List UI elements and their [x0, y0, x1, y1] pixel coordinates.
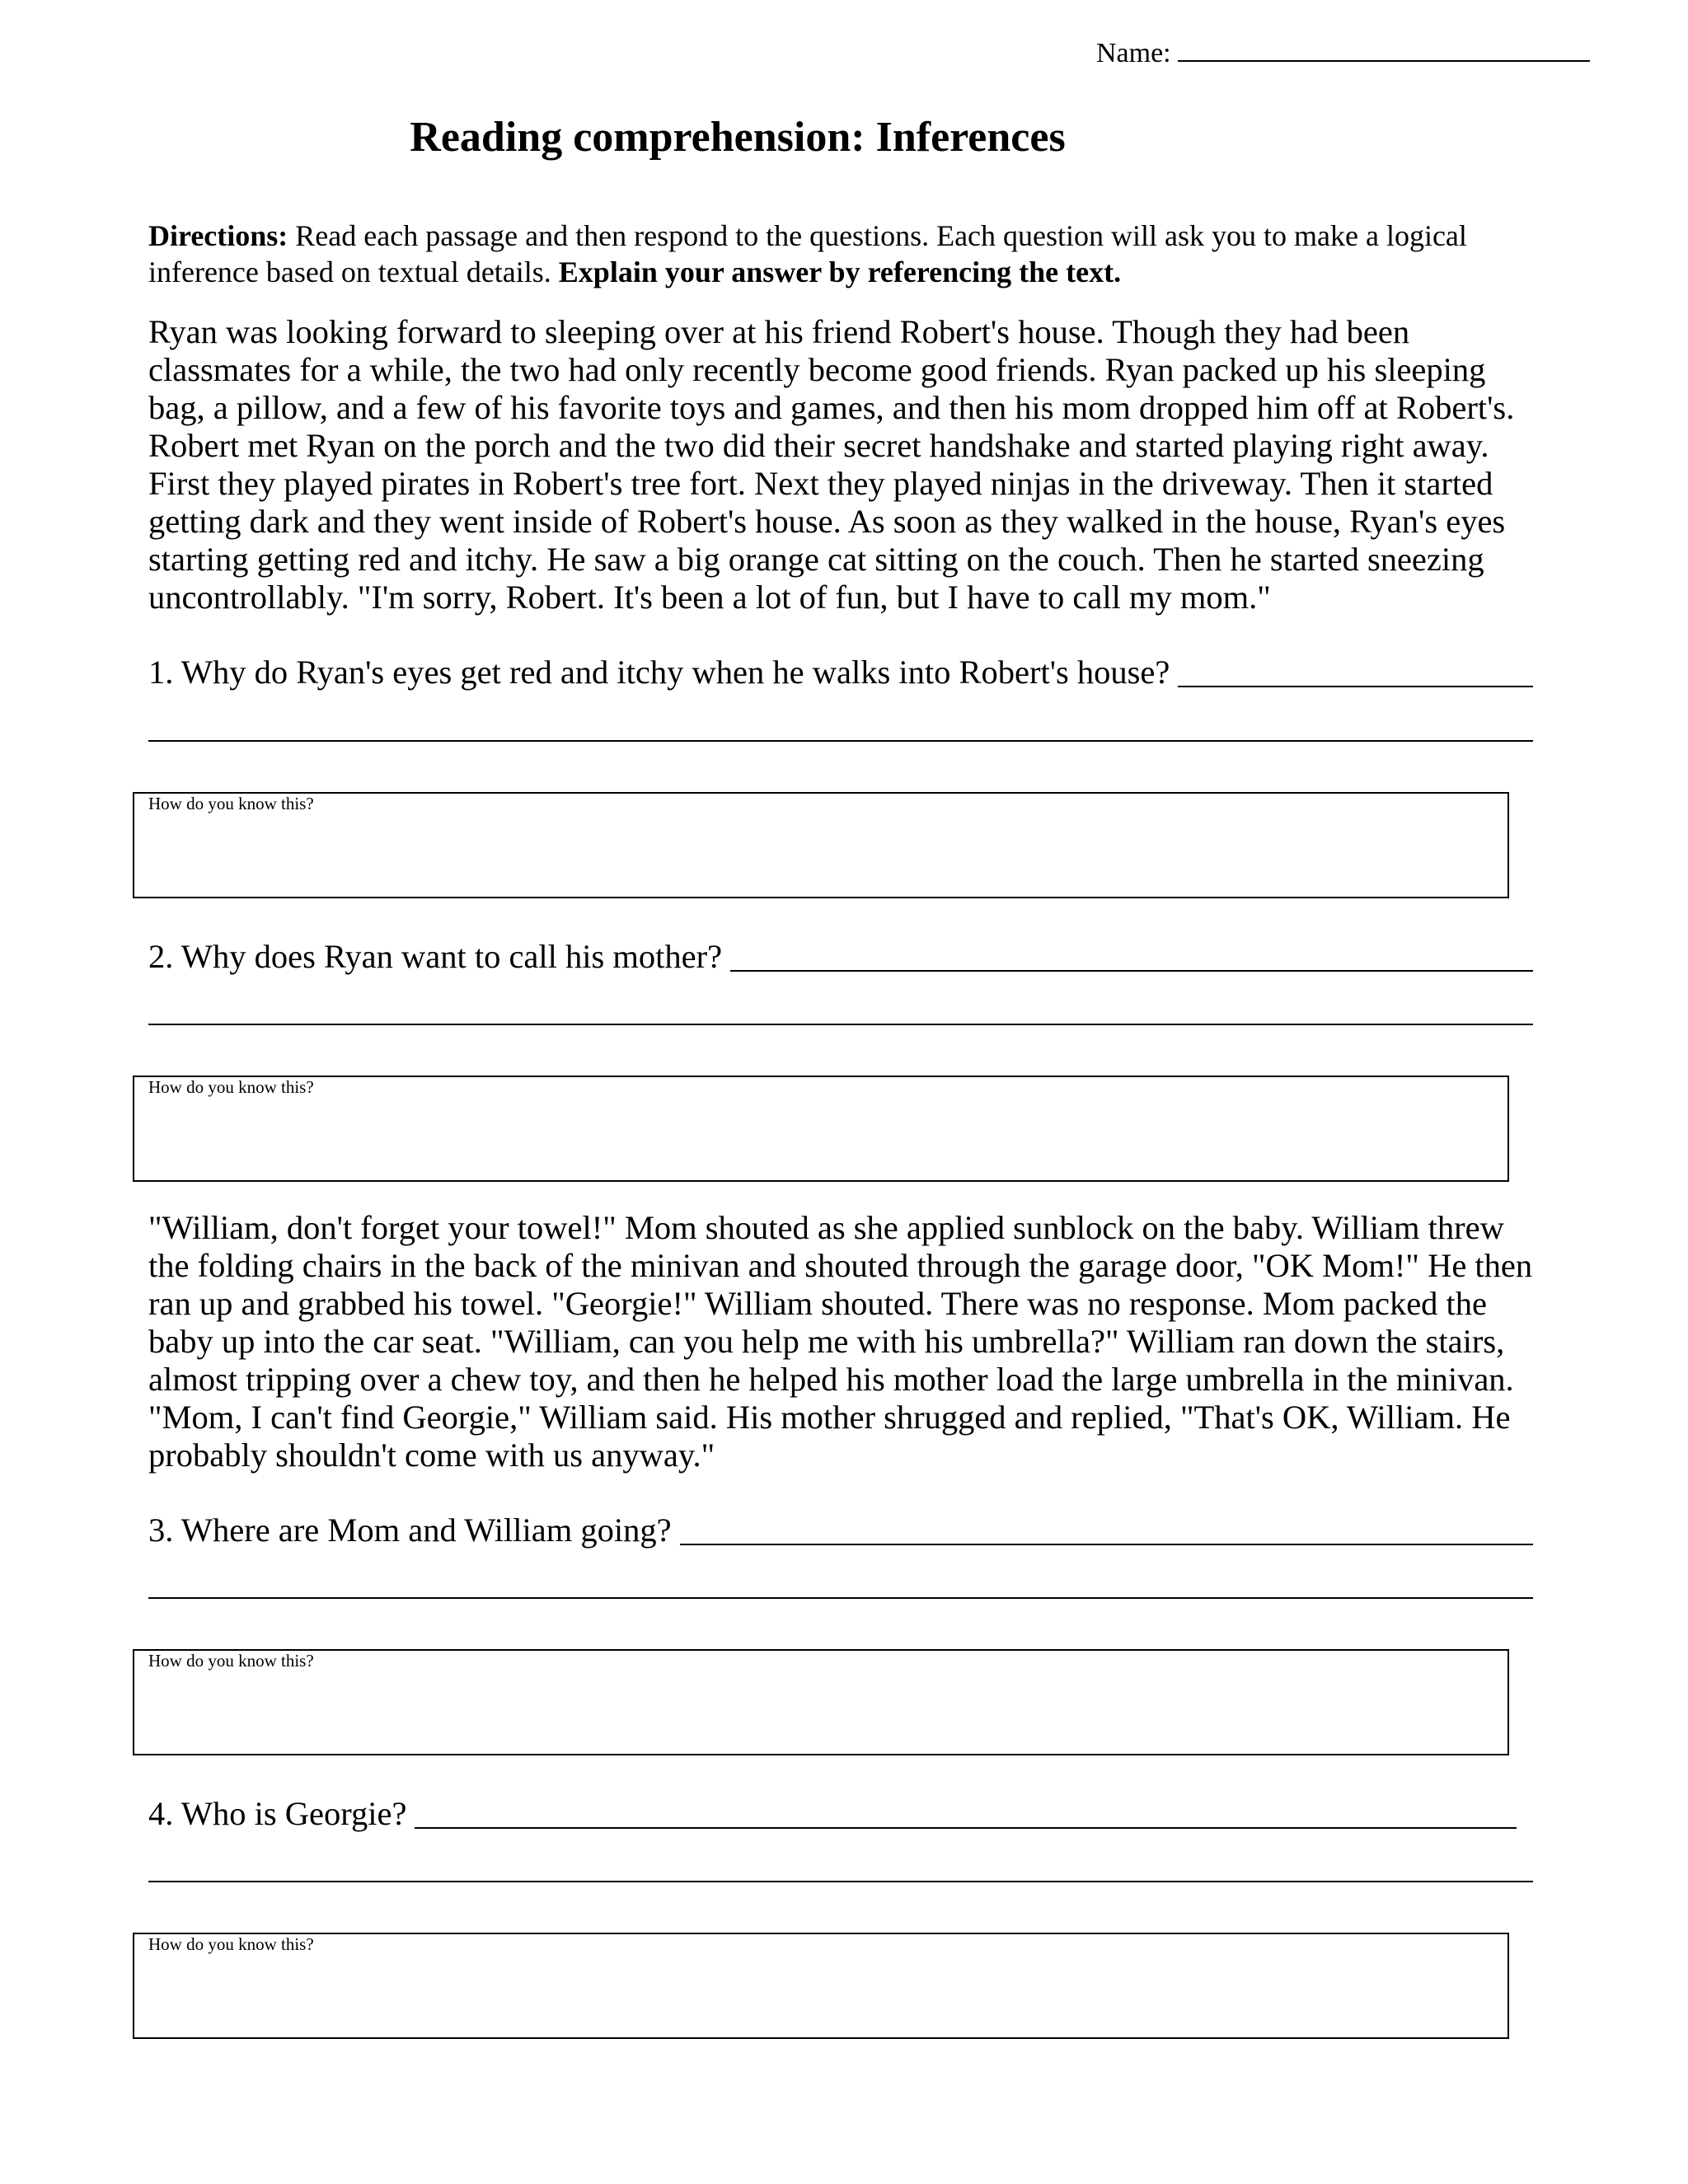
question-3-box-label: How do you know this? — [148, 1651, 314, 1671]
directions-label: Directions: — [148, 219, 288, 252]
name-blank[interactable] — [1178, 42, 1590, 62]
question-1-text: 1. Why do Ryan's eyes get red and itchy when he walks into Robert's house? — [148, 654, 1170, 691]
question-4-text: 4. Who is Georgie? — [148, 1795, 407, 1832]
question-1-box-label: How do you know this? — [148, 794, 314, 813]
passage-2: "William, don't forget your towel!" Mom shouted as she applied sunblock on the baby. William threw the folding chairs in the back of the minivan and shouted through the garage door, "OK Mom!" He then ran up and grabbed his towel. "Georgie!" William shouted. There was no response. Mom packed the baby up into the car seat. "William, can you help me with his umbrella?" William ran down the stairs, almost tripping over a chew toy, and then he helped his mother load the large umbrella in the minivan. "Mom, I can't find Georgie," William said. His mother shrugged and replied, "That's OK, William. He probably shouldn't come with us anyway." — [148, 1209, 1533, 1474]
question-2-answer-line[interactable] — [148, 1024, 1533, 1025]
directions-text: Read each passage and then respond to the questions. Each question will ask you to make a logical inference based on textual details. — [148, 219, 1467, 288]
question-1-answer-line[interactable] — [148, 740, 1533, 742]
question-2-answer-blank[interactable] — [730, 945, 1533, 972]
directions — [148, 218, 1550, 290]
question-1 — [148, 656, 1533, 690]
name-label: Name: — [1096, 38, 1171, 68]
question-4-box-label: How do you know this? — [148, 1934, 314, 1954]
question-3-answer-line[interactable] — [148, 1597, 1533, 1599]
question-4-evidence-box[interactable] — [133, 1933, 1509, 2039]
passage-1: Ryan was looking forward to sleeping over at his friend Robert's house. Though they had been classmates for a while, the two had only recently become good friends. Ryan packed up his sleeping bag, a pillow, and a few of his favorite toys and games, and then his mom dropped him off at Robert's. Robert met Ryan on the porch and the two did their secret handshake and started playing right away. First they played pirates in Robert's tree fort. Next they played ninjas in the driveway. Then it started getting dark and they went inside of Robert's house. As soon as they walked in the house, Ryan's eyes starting getting red and itchy. He saw a big orange cat sitting on the couch. Then he started sneezing uncontrollably. "I'm sorry, Robert. It's been a lot of fun, but I have to call my mom." — [148, 313, 1515, 616]
question-3 — [148, 1511, 1533, 1549]
question-3-text: 3. Where are Mom and William going? — [148, 1511, 672, 1549]
question-3-answer-blank[interactable] — [680, 1519, 1533, 1545]
question-1-evidence-box[interactable] — [133, 792, 1509, 898]
question-2-evidence-box[interactable] — [133, 1076, 1509, 1182]
question-2-text: 2. Why does Ryan want to call his mother? — [148, 938, 723, 975]
page-title: Reading comprehension: Inferences — [410, 114, 1066, 161]
directions-emphasis: Explain your answer by referencing the text. — [558, 255, 1122, 288]
question-1-answer-blank[interactable] — [1178, 661, 1533, 687]
question-3-evidence-box[interactable] — [133, 1649, 1509, 1755]
question-2-box-label: How do you know this? — [148, 1077, 314, 1097]
question-4-answer-line[interactable] — [148, 1881, 1533, 1882]
question-4 — [148, 1797, 1517, 1831]
question-4-answer-blank[interactable] — [415, 1802, 1517, 1829]
question-2 — [148, 940, 1533, 974]
name-field — [1096, 40, 1590, 68]
